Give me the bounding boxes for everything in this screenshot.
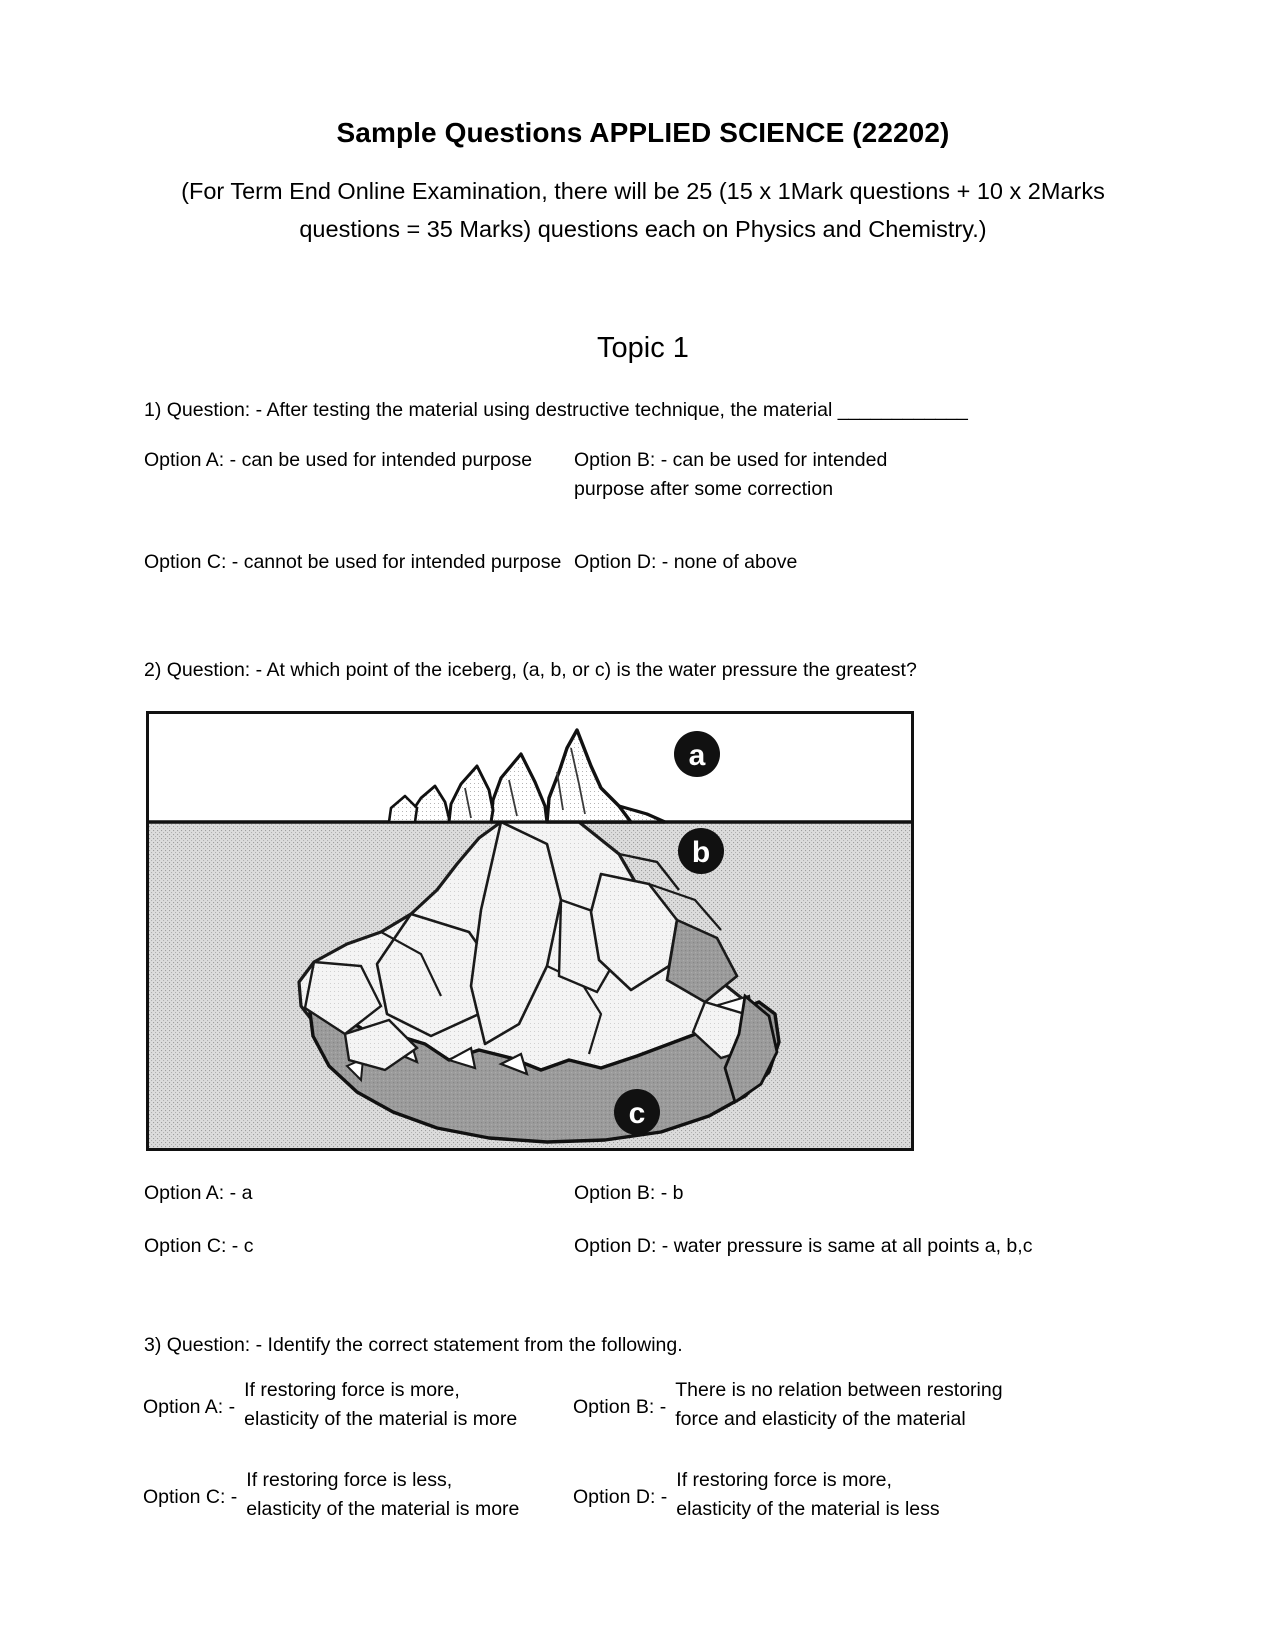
option-b-label: Option B: - xyxy=(574,448,673,471)
page-title: Sample Questions APPLIED SCIENCE (22202) xyxy=(336,117,950,148)
option-c-body xyxy=(246,1466,573,1525)
iceberg-figure xyxy=(146,711,914,1151)
option-b-text-line1: There is no relation between restoring xyxy=(675,1378,1003,1401)
exam-instructions-line1: (For Term End Online Examination, there will be 25 (15 x 1Mark questions + xyxy=(181,177,971,204)
question-3-options xyxy=(143,1376,1143,1525)
question-2-text: 2) Question: - At which point of the iceberg, (a, b, or c) is the water pressure the greatest? xyxy=(144,658,917,681)
option-b-body xyxy=(675,1376,1143,1435)
block-spacer xyxy=(143,578,1143,638)
option-a-text-line2: elasticity of the material is more xyxy=(244,1407,518,1430)
topic-heading: Topic 1 xyxy=(597,331,689,364)
option-b-text-line2: purpose after some correction xyxy=(574,478,834,501)
question-1-option-a[interactable] xyxy=(143,446,573,505)
option-c-text: c xyxy=(243,1235,254,1258)
option-b-text-line2-wrap xyxy=(574,475,1143,504)
question-1-options xyxy=(143,446,1143,578)
option-c-label: Option C: - xyxy=(143,1486,238,1509)
option-d-text: water pressure is same at all points a, b,c xyxy=(673,1235,1033,1258)
question-2-block xyxy=(143,656,1143,1262)
question-3-text: 3) Question: - Identify the correct statement from the following. xyxy=(144,1334,683,1357)
marker-c xyxy=(614,1089,660,1135)
marker-a-label: a xyxy=(688,738,706,772)
document-content xyxy=(143,0,1143,1525)
question-1-text: 1) Question: - After testing the material using destructive technique, the material ____________ xyxy=(144,398,968,421)
option-a-body xyxy=(244,1376,573,1435)
options-row-gap xyxy=(573,504,1143,548)
question-1-option-c[interactable] xyxy=(143,548,573,577)
question-3-block xyxy=(143,1331,1143,1524)
option-d-label: Option D: - xyxy=(574,1235,674,1258)
option-a-text: a xyxy=(241,1181,253,1204)
question-2-option-b[interactable] xyxy=(573,1179,1143,1208)
option-a-text: can be used for intended purpose xyxy=(241,448,533,471)
option-c-text: cannot be used for intended purpose xyxy=(243,551,562,574)
question-1-option-d[interactable] xyxy=(573,548,1143,577)
question-3-option-c[interactable] xyxy=(143,1466,573,1525)
question-3-option-d[interactable] xyxy=(573,1466,1143,1525)
option-d-text: none of above xyxy=(673,551,798,574)
option-d-body xyxy=(676,1466,1143,1525)
question-2-options xyxy=(143,1179,1143,1262)
option-d-text-line2: elasticity of the material is less xyxy=(676,1498,940,1521)
marker-a xyxy=(674,731,720,777)
option-a-label: Option A: - xyxy=(144,448,242,471)
marker-c-label: c xyxy=(628,1096,646,1130)
options-row-gap xyxy=(143,504,573,548)
option-d-label: Option D: - xyxy=(574,551,674,574)
option-b-text: b xyxy=(672,1181,684,1204)
option-a-text-line1: If restoring force is more, xyxy=(244,1378,460,1401)
iceberg-diagram-svg xyxy=(149,714,911,1148)
option-b-text-line1: can be used for intended xyxy=(672,448,888,471)
question-3-option-a[interactable] xyxy=(143,1376,573,1435)
option-a-label: Option A: - xyxy=(144,1181,242,1204)
question-1-option-b[interactable] xyxy=(573,446,1143,505)
option-d-text-line1: If restoring force is more, xyxy=(676,1469,892,1492)
exam-instructions-line2: 10 x 2Marks questions = 35 Marks) questions each on Physics and Chemistry.) xyxy=(299,177,1105,242)
marker-b xyxy=(678,828,724,874)
option-c-text-line2: elasticity of the material is more xyxy=(246,1498,520,1521)
option-d-label: Option D: - xyxy=(573,1486,668,1509)
option-a-label: Option A: - xyxy=(143,1395,236,1418)
question-2-option-d[interactable] xyxy=(573,1232,1143,1261)
option-c-text-line1: If restoring force is less, xyxy=(246,1469,453,1492)
marker-b-label: b xyxy=(691,835,711,869)
question-2-option-c[interactable] xyxy=(143,1232,573,1261)
question-3-option-b[interactable] xyxy=(573,1376,1143,1435)
option-b-label: Option B: - xyxy=(574,1181,673,1204)
option-c-label: Option C: - xyxy=(144,1235,244,1258)
question-1-block xyxy=(143,396,1143,578)
block-spacer xyxy=(143,1261,1143,1321)
option-b-label: Option B: - xyxy=(573,1395,667,1418)
option-b-text-line2: force and elasticity of the material xyxy=(675,1407,966,1430)
option-c-label: Option C: - xyxy=(144,551,244,574)
question-2-option-a[interactable] xyxy=(143,1179,573,1208)
exam-instructions xyxy=(173,172,1113,248)
